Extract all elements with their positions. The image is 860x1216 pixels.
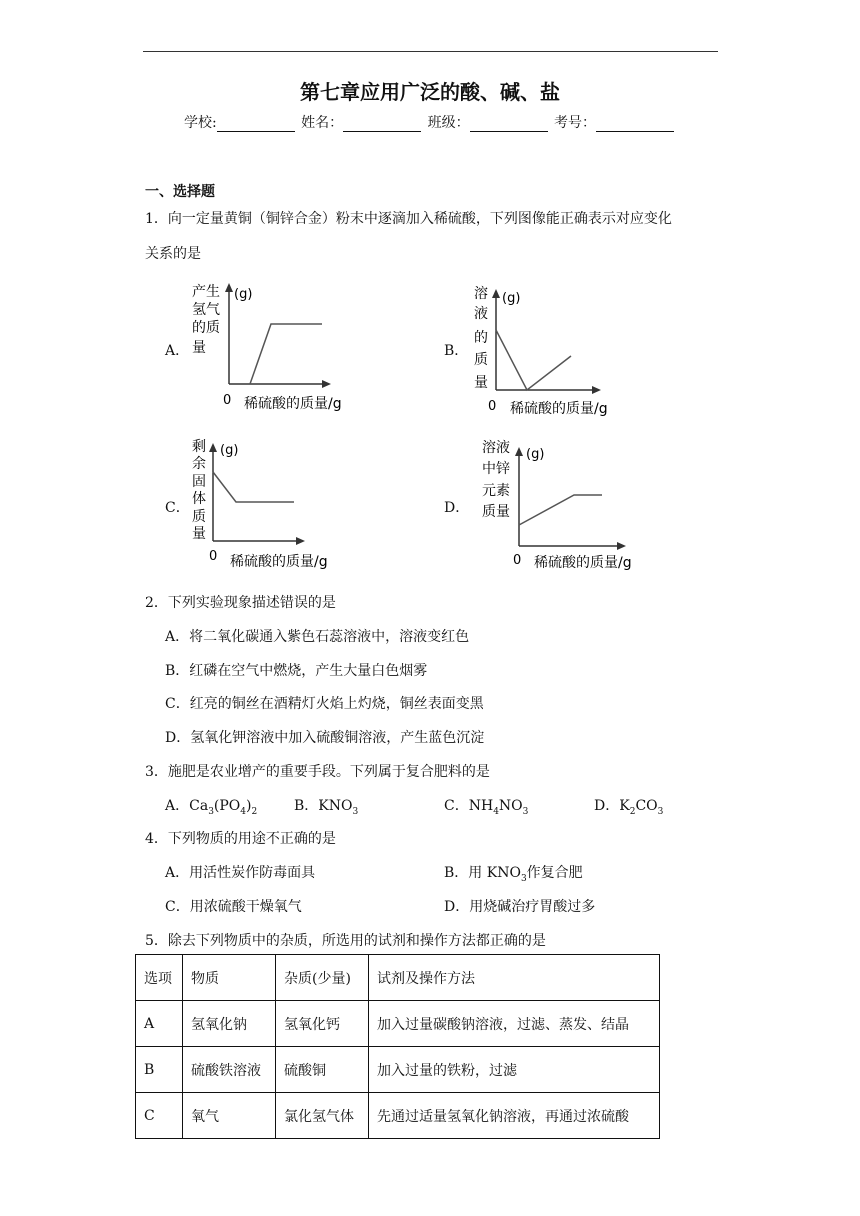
graph-b-unit: (g)	[502, 291, 521, 306]
table-cell: 硫酸铁溶液	[183, 1047, 276, 1093]
field-number-blank[interactable]	[596, 117, 674, 132]
graph-a-ylabel-2: 氢气	[192, 302, 220, 318]
graph-c-ylabel-5: 质	[192, 509, 206, 525]
graph-b-ylabel-1: 溶	[474, 286, 488, 302]
graph-c-ylabel-4: 体	[192, 491, 206, 507]
section-heading: 一、选择题	[145, 184, 215, 200]
q1-stem-line1: 1．向一定量黄铜（铜锌合金）粉末中逐滴加入稀硫酸，下列图像能正确表示对应变化	[145, 211, 672, 227]
graph-b-curve	[496, 330, 571, 390]
q1-graph-b	[468, 280, 648, 420]
q3-stem: 3．施肥是农业增产的重要手段。下列属于复合肥料的是	[145, 764, 490, 780]
graph-b-origin: 0	[488, 399, 497, 414]
graph-b-ylabel-2: 液	[474, 306, 488, 322]
table-header-cell: 选项	[136, 955, 183, 1001]
graph-d-xlabel: 稀硫酸的质量/g	[534, 555, 632, 571]
table-header-row	[136, 955, 660, 1001]
q2-option-b[interactable]: B．红磷在空气中燃烧，产生大量白色烟雾	[165, 663, 428, 679]
q4-option-b[interactable]: B．用 $KNO_3$作复合肥	[444, 865, 583, 884]
table-cell: 加入过量的铁粉，过滤	[369, 1047, 660, 1093]
q1-graph-a	[188, 280, 368, 415]
q2-option-c[interactable]: C．红亮的铜丝在酒精灯火焰上灼烧，铜丝表面变黑	[165, 696, 484, 712]
table-cell: C	[136, 1093, 183, 1139]
q1-option-b-label: B．	[444, 343, 469, 359]
field-number-label: 考号：	[554, 115, 597, 131]
graph-b-ylabel-3: 的	[474, 330, 488, 346]
q1-option-d-label: D．	[444, 500, 470, 516]
student-info-fields	[0, 112, 860, 132]
graph-c-origin: 0	[209, 549, 218, 564]
field-school-label: 学校:	[183, 115, 217, 131]
graph-d-curve	[519, 495, 602, 525]
table-cell: 加入过量碳酸钠溶液，过滤、蒸发、结晶	[369, 1001, 660, 1047]
graph-c-ylabel-1: 剩	[192, 439, 206, 455]
field-school-blank[interactable]	[217, 117, 295, 132]
q4-option-a[interactable]: A．用活性炭作防毒面具	[165, 865, 316, 881]
table-header-cell: 杂质(少量)	[276, 955, 369, 1001]
graph-a-origin: 0	[223, 393, 232, 408]
q2-option-a[interactable]: A．将二氧化碳通入紫色石蕊溶液中，溶液变红色	[165, 629, 470, 645]
q4-option-d[interactable]: D．用烧碱治疗胃酸过多	[444, 899, 596, 915]
table-cell: 氢氧化钠	[183, 1001, 276, 1047]
table-row	[136, 1093, 660, 1139]
q3-option-a[interactable]: A．$Ca_3(PO_4)_2$	[165, 798, 258, 817]
graph-a-unit: (g)	[234, 287, 253, 302]
field-class-label: 班级：	[427, 115, 470, 131]
table-cell: A	[136, 1001, 183, 1047]
graph-a-ylabel-3: 的质	[192, 320, 220, 336]
graph-c-xlabel: 稀硫酸的质量/g	[230, 554, 328, 570]
graph-d-ylabel-3: 元素	[482, 483, 510, 499]
q1-graph-c	[188, 436, 348, 572]
table-header-cell: 物质	[183, 955, 276, 1001]
field-name-blank[interactable]	[343, 117, 421, 132]
q3-option-d[interactable]: D．$K_2CO_3$	[594, 798, 664, 817]
table-cell: 氢氧化钙	[276, 1001, 369, 1047]
graph-a-xlabel: 稀硫酸的质量/g	[244, 396, 342, 412]
graph-c-ylabel-3: 固	[192, 474, 206, 490]
graph-c-ylabel-6: 量	[192, 526, 206, 542]
q4-stem: 4．下列物质的用途不正确的是	[145, 831, 336, 847]
q5-stem: 5．除去下列物质中的杂质，所选用的试剂和操作方法都正确的是	[145, 933, 546, 949]
graph-d-ylabel-1: 溶液	[482, 440, 510, 456]
q2-stem: 2．下列实验现象描述错误的是	[145, 595, 336, 611]
q4-option-c[interactable]: C．用浓硫酸干燥氧气	[165, 899, 302, 915]
field-class-blank[interactable]	[470, 117, 548, 132]
graph-a-ylabel-4: 量	[192, 340, 206, 356]
q1-option-c-label: C．	[165, 500, 190, 516]
q1-stem-line2: 关系的是	[145, 246, 201, 262]
table-cell: B	[136, 1047, 183, 1093]
graph-d-ylabel-2: 中锌	[482, 461, 510, 477]
graph-d-unit: (g)	[526, 447, 545, 462]
q3-option-c[interactable]: C．$NH_4NO_3$	[444, 798, 529, 817]
top-rule	[143, 51, 718, 52]
graph-a-curve	[250, 324, 322, 384]
q1-option-a-label: A．	[165, 343, 190, 359]
graph-b-ylabel-5: 量	[474, 375, 488, 391]
graph-b-ylabel-4: 质	[474, 352, 488, 368]
table-row	[136, 1047, 660, 1093]
graph-c-curve	[213, 472, 294, 502]
table-cell: 先通过适量氢氧化钠溶液，再通过浓硫酸	[369, 1093, 660, 1139]
table-header-cell: 试剂及操作方法	[369, 955, 660, 1001]
graph-d-origin: 0	[513, 553, 522, 568]
table-row	[136, 1001, 660, 1047]
q5-table	[135, 954, 660, 1139]
q1-graph-d	[478, 436, 648, 572]
page-title: 第七章应用广泛的酸、碱、盐	[300, 80, 560, 104]
table-cell: 氧气	[183, 1093, 276, 1139]
field-name-label: 姓名：	[301, 115, 344, 131]
q3-option-b[interactable]: B．$KNO_3$	[294, 798, 359, 817]
table-cell: 硫酸铜	[276, 1047, 369, 1093]
graph-c-ylabel-2: 余	[192, 456, 206, 472]
graph-c-unit: (g)	[220, 443, 239, 458]
graph-d-ylabel-4: 质量	[482, 504, 510, 520]
table-cell: 氯化氢气体	[276, 1093, 369, 1139]
q2-option-d[interactable]: D．氢氧化钾溶液中加入硫酸铜溶液，产生蓝色沉淀	[165, 730, 485, 746]
graph-a-ylabel-1: 产生	[192, 284, 220, 300]
graph-b-xlabel: 稀硫酸的质量/g	[510, 401, 608, 417]
